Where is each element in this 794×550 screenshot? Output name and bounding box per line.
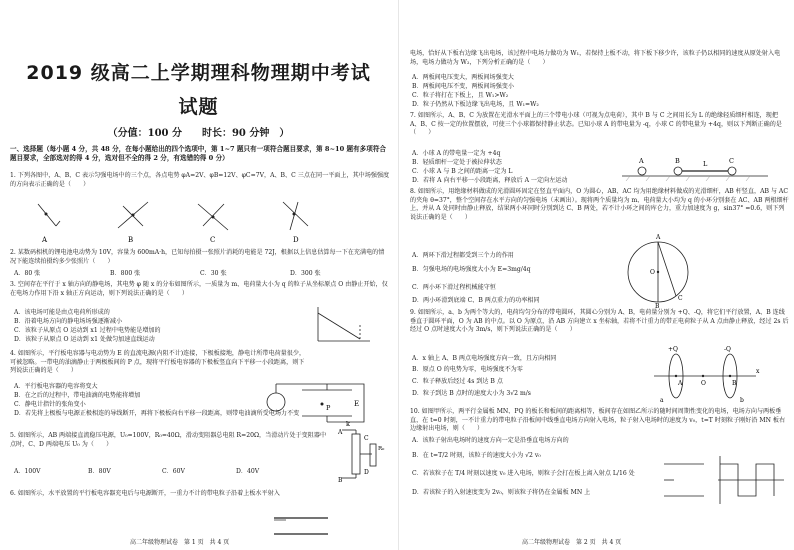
q7-diagram xyxy=(620,154,770,184)
q1-label-c: C xyxy=(210,236,216,244)
q7-label-b: B xyxy=(675,157,680,165)
q1-label-b: B xyxy=(128,236,134,244)
q3-option-b: B．沿着电场方向的静电场场强逐渐减小 xyxy=(14,318,123,325)
q1-label-d: D xyxy=(293,236,299,244)
q7-label-a: A xyxy=(639,157,644,165)
q4-option-c: C．静电计指针的张角变小 xyxy=(14,401,86,408)
q9-rings-diagram xyxy=(652,342,762,404)
q5-option-c: C．60V xyxy=(162,468,185,475)
q9-label-a-ring: a xyxy=(660,397,664,404)
question-2: 2. 某数码相机的锂电池电动势为 10V，容量为 600mA·h，已知每拍摄一张照片消耗的电能是 72J，根据以上信息估算每一下在充满电的情况下能连续拍摄约多少张照片（ ） xyxy=(10,249,385,265)
q10-option-c: C．若该粒子在 T/4 时刻以速度 v₀ 进入电场，则粒子会打在板上离入射点 L/16 处 xyxy=(412,470,635,477)
q7-option-b: B．轻质细杆一定处于被拉伸状态 xyxy=(412,159,502,166)
q2-option-b: B．800 张 xyxy=(110,270,141,277)
q3-option-d: D．该粒子从原点 O 运动到 x1 处做匀加速直线运动 xyxy=(14,336,155,343)
q9-label-minus-q: -Q xyxy=(724,346,731,353)
q6-option-d: D．粒子仍然从下板边缘飞出电场，且 W₁=W₂ xyxy=(412,101,539,108)
q2-option-d: D．300 张 xyxy=(290,270,321,277)
q5-option-b: B．80V xyxy=(88,468,111,475)
q4-option-d: D．若先将上极板与电源正极相连的导线断开，再将下极板向右平移一段距离，则带电油滴所受电场力不变 xyxy=(14,410,300,417)
q5-option-a: A．100V xyxy=(14,468,41,475)
q4-label-p: P xyxy=(326,404,331,412)
q6-option-a: A．两板间电压变大，两板间场强变大 xyxy=(412,74,514,81)
q4-option-a: A．平行板电容器的电容将变大 xyxy=(14,383,98,390)
q8-circle-diagram xyxy=(624,232,694,308)
page-footer-2: 高二年级物理试卷 第 2 页 共 4 页 xyxy=(522,539,622,546)
q8-label-a: A xyxy=(656,234,661,241)
q9-label-a: A xyxy=(678,380,683,387)
q6-plates xyxy=(272,514,332,538)
q8-option-c: C．两小环下滑过程机械能守恒 xyxy=(412,284,496,291)
question-10: 10. 如图甲所示，两平行金属板 MN、PQ 的板长和板间的距离相等，板间存在如图乙所示的随时间周期性变化的电场，电场方向与两板垂直，在 t=0 时刻，一不计重力的带电粒子沿板间中线垂直电场方向射入电场，粒子射入电场时的速度为 v₀，t=T 时刻粒子刚好沿 MN 板右边缘射出电场，则（ ） xyxy=(410,408,786,433)
q3-option-a: A．该电场可能是由点电荷所形成的 xyxy=(14,309,110,316)
q6-option-c: C．粒子将打在下板上，且 W₁>W₂ xyxy=(412,92,509,99)
q8-label-c: C xyxy=(678,295,683,302)
q9-option-a: A．x 轴上 A、B 两点电场强度方向一致，且方向相同 xyxy=(412,355,557,362)
exam-subtitle: （分值：100 分 时长：90 分钟 ） xyxy=(107,128,290,139)
page-divider xyxy=(398,0,399,550)
q4-option-b: B．在之后的过程中，带电油滴的电势能将增加 xyxy=(14,392,141,399)
q7-option-d: D．若将 A 向右平移一小段距离，释放后 A 一定向左运动 xyxy=(412,177,568,184)
q5-label-a: A xyxy=(338,429,343,436)
q7-label-c: C xyxy=(729,157,734,165)
q10-option-d: D．若该粒子的入射速度变为 2v₀，则该粒子将仍在金属板 MN 上 xyxy=(412,489,591,496)
question-8: 8. 如图所示，用绝缘材料做成的光滑圆环固定在竖直平面内，O 为圆心，AB、AC 均为用绝缘材料做成的光滑细杆，AB 杆竖直，AB 与 AC 的夹角 θ=37°，整个空间存在水平方向的匀强电场（未画出）。现将两个质量均为 m、电荷量大小均为 q 的小环分别套在 AC、AB 两根细杆上，并从 A 处同时由静止释放，结果两小环同时分别到达 C、B 两处，若不计小环之间的库仑力，重力加速度为 g，sin37° =0.6，则下列说法正确的是（ ） xyxy=(410,188,789,222)
q5-option-d: D．40V xyxy=(236,468,260,475)
q7-label-l: L xyxy=(703,160,708,168)
q9-option-c: C．粒子释放后经过 4s 到达 B 点 xyxy=(412,378,503,385)
question-9: 9. 如图所示，a、b 为两个等大的，电荷均匀分布的带电圆环，其圆心分别为 A、B，电荷量分别为 +Q、-Q，将它们平行放置，A、B 连线垂直于圆环平面，O 为 AB 的中点。以 O 为原点，沿 AB 方向建立 x 坐标轴，若将不计重力的带正电荷粒子从 A 点由静止释放，经过 2s 后经过 O 点时速度大小为 3m/s，则下列说法正确的是（ ） xyxy=(410,309,789,334)
q9-label-x: x xyxy=(756,368,760,375)
section-heading: 一、选择题（每小题 4 分，共 48 分，在每小题给出的四个选项中，第 1~7 题只有一项符合题目要求，第 8~10 题有多项符合题目要求，全部选对的得 4 分，选对但不全的得 2 分，有选错的得 0 分） xyxy=(10,145,387,162)
question-6-continued: 电场，恰好从下板右边缘飞出电场，该过程中电场力做功为 W₁，若保持上板不动，将下板下移少许，该粒子仍以相同的速度从原处射入电场，电场力做功为 W₂，下列分析正确的是（ ） xyxy=(410,50,781,66)
q1-diagram xyxy=(28,196,338,244)
q4-label-k: k xyxy=(346,420,350,428)
q9-label-o: O xyxy=(701,380,706,387)
page-footer-1: 高二年级物理试卷 第 1 页 共 4 页 xyxy=(130,539,230,546)
q3-graph xyxy=(312,305,372,345)
q8-label-o: O xyxy=(650,269,655,276)
question-4: 4. 如图所示，平行板电容器与电动势为 E 的直流电源(内阻不计)连接，下极板接地，静电计所带电荷量很少，可被忽略。一带电的油滴静止于两极板间的 P 点，现将平行板电容器的下极板竖直向下平移一小段距离，则下列说法正确的是（ ） xyxy=(10,350,306,375)
q5-label-b: B xyxy=(338,477,343,484)
q10-option-a: A．该粒子射出电场时的速度方向一定是沿垂直电场方向的 xyxy=(412,437,569,444)
q9-label-b-ring: b xyxy=(740,397,744,404)
q5-circuit xyxy=(338,426,386,482)
q7-option-a: A．小球 A 的带电量一定为 +4q xyxy=(412,150,501,157)
exam-title: 2019 级高二上学期理科物理期中考试 xyxy=(26,62,371,84)
q10-option-b: B．在 t=T/2 时刻，该粒子的速度大小为 √2 v₀ xyxy=(412,452,541,459)
q7-option-c: C．小球 A 与 B 之间的距离一定为 L xyxy=(412,168,513,175)
question-3: 3. 空间存在平行于 x 轴方向的静电场，其电势 φ 随 x 的分布如图所示，一质量为 m、电荷量大小为 q 的粒子从坐标原点 O 由静止开始，仅在电场力作用下沿 x 轴正方向运动，则下列说法正确的是（ ） xyxy=(10,281,388,297)
right-page xyxy=(402,0,794,550)
q5-label-c: C xyxy=(364,435,369,442)
q3-option-c: C．该粒子从原点 O 运动到 x1 过程中电势能是增加的 xyxy=(14,327,161,334)
q6-option-b: B．两板间电压不变，两板间场强变小 xyxy=(412,83,514,90)
q8-option-d: D．两小环滑到底端 C、B 两点重力的功率相同 xyxy=(412,297,540,304)
q9-option-d: D．粒子到达 B 点时的速度大小为 3√2 m/s xyxy=(412,390,531,397)
q5-label-r0: R₀ xyxy=(378,446,385,452)
q8-option-a: A．两环下滑过程都受到三个力的作用 xyxy=(412,252,514,259)
question-5: 5. 如图所示，AB 两端接直流稳压电源，U₀=100V，R₀=40Ω，滑动变阻器总电阻 R=20Ω，当滑动片处于变阻器中点时，C、D 两端电压 U₀ 为（ ） xyxy=(10,432,327,448)
question-6: 6. 如图所示，水平放置的平行板电容器充电后与电源断开，一重力不计的带电粒子沿着上板水平射入 xyxy=(10,490,280,497)
q4-circuit xyxy=(262,380,372,426)
q1-label-a: A xyxy=(42,236,48,244)
q5-label-d: D xyxy=(364,469,369,476)
q4-label-e: E xyxy=(354,400,360,408)
q2-option-a: A．80 张 xyxy=(14,270,41,277)
question-1: 1. 下列各图中，A、B、C 表示匀强电场中的三个点，各点电势 φA=2V、φB=12V、φC=7V，A、B、C 三点在同一平面上，其中场强强度的方向表示正确的是（ ） xyxy=(10,172,390,188)
q9-option-b: B．原点 O 的电势为零，电场强度不为零 xyxy=(412,366,523,373)
q10-diagram xyxy=(660,452,788,508)
q8-label-b: B xyxy=(655,303,660,310)
q9-label-b: B xyxy=(732,380,737,387)
q9-label-plus-q: +Q xyxy=(668,346,678,353)
question-7: 7. 如图所示，A、B、C 为放置在光滑水平面上的三个带电小球（可视为点电荷），其中 B 与 C 之间用长为 L 的绝缘轻质细杆相连，现把 A、B、C 按一定的位置摆放，可使三个小球都保持静止状态。已知小球 A 的带电量为 -q，小球 C 的带电量为 +4q，则以下判断正确的是（ ） xyxy=(410,112,782,137)
q2-option-c: C．30 张 xyxy=(200,270,227,277)
q8-option-b: B．匀强电场的电场强度大小为 E=3mg/4q xyxy=(412,266,531,273)
exam-title-line2: 试题 xyxy=(178,96,219,118)
